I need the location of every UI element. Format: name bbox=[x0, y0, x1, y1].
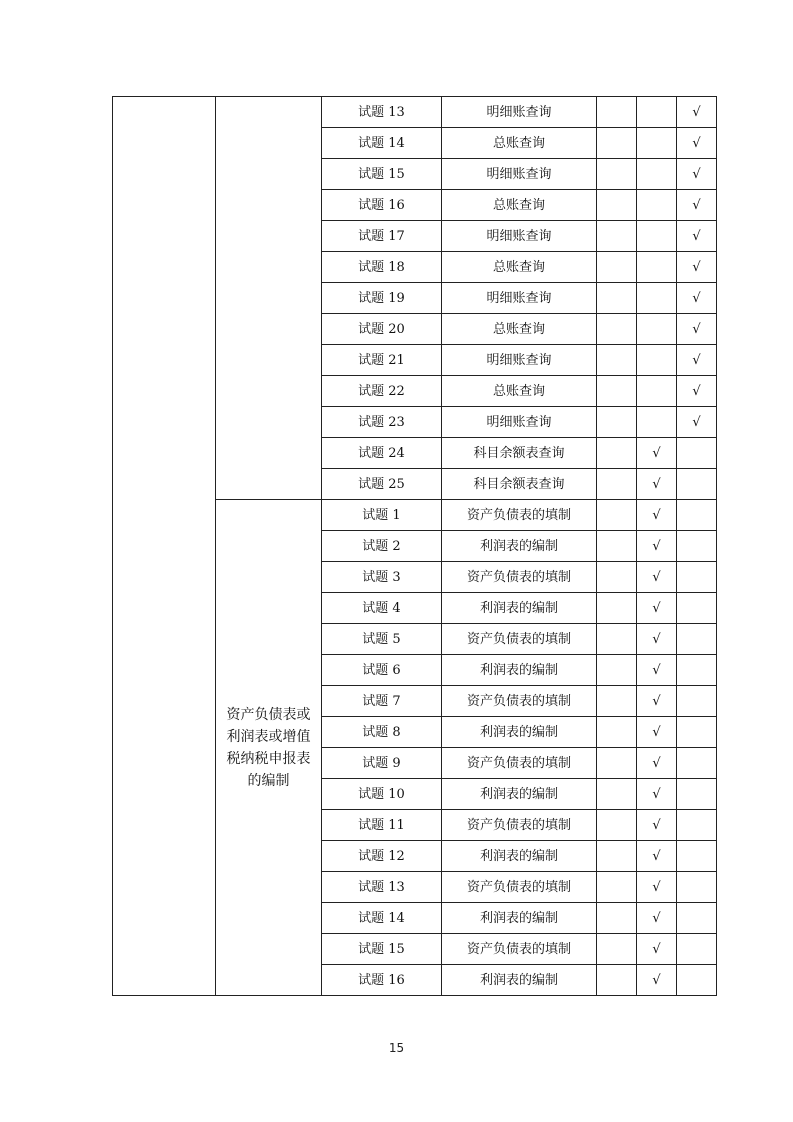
content-cell: 明细账查询 bbox=[442, 97, 597, 128]
item-cell: 试题 14 bbox=[322, 128, 442, 159]
level-col-2-cell bbox=[637, 965, 677, 996]
section-a-cell bbox=[216, 97, 322, 500]
check-mark-icon: √ bbox=[692, 197, 701, 213]
item-cell: 试题 23 bbox=[322, 407, 442, 438]
level-col-2-cell bbox=[637, 500, 677, 531]
item-cell: 试题 10 bbox=[322, 779, 442, 810]
level-col-3-cell bbox=[677, 934, 717, 965]
item-cell: 试题 15 bbox=[322, 934, 442, 965]
level-col-2-cell bbox=[637, 934, 677, 965]
level-col-2-cell bbox=[637, 159, 677, 190]
item-cell: 试题 19 bbox=[322, 283, 442, 314]
level-col-1-cell bbox=[597, 934, 637, 965]
item-cell: 试题 21 bbox=[322, 345, 442, 376]
level-col-3-cell bbox=[677, 407, 717, 438]
level-col-1-cell bbox=[597, 748, 637, 779]
content-cell: 明细账查询 bbox=[442, 159, 597, 190]
level-col-3-cell bbox=[677, 190, 717, 221]
level-col-3-cell bbox=[677, 438, 717, 469]
content-cell: 明细账查询 bbox=[442, 407, 597, 438]
item-cell: 试题 22 bbox=[322, 376, 442, 407]
level-col-2-cell bbox=[637, 314, 677, 345]
assessment-table bbox=[112, 96, 717, 996]
level-col-1-cell bbox=[597, 314, 637, 345]
level-col-3-cell bbox=[677, 686, 717, 717]
content-cell: 利润表的编制 bbox=[442, 903, 597, 934]
check-mark-icon: √ bbox=[692, 135, 701, 151]
level-col-1-cell bbox=[597, 562, 637, 593]
content-cell: 资产负债表的填制 bbox=[442, 686, 597, 717]
item-cell: 试题 17 bbox=[322, 221, 442, 252]
check-mark-icon: √ bbox=[692, 290, 701, 306]
item-cell: 试题 3 bbox=[322, 562, 442, 593]
check-mark-icon: √ bbox=[692, 166, 701, 182]
item-cell: 试题 14 bbox=[322, 903, 442, 934]
level-col-2-cell bbox=[637, 97, 677, 128]
item-cell: 试题 4 bbox=[322, 593, 442, 624]
level-col-2-cell bbox=[637, 562, 677, 593]
item-cell: 试题 12 bbox=[322, 841, 442, 872]
check-mark-icon: √ bbox=[652, 445, 661, 461]
level-col-1-cell bbox=[597, 159, 637, 190]
level-col-3-cell bbox=[677, 283, 717, 314]
level-col-1-cell bbox=[597, 655, 637, 686]
check-mark-icon: √ bbox=[652, 972, 661, 988]
level-col-3-cell bbox=[677, 314, 717, 345]
level-col-2-cell bbox=[637, 841, 677, 872]
level-col-3-cell bbox=[677, 531, 717, 562]
level-col-3-cell bbox=[677, 500, 717, 531]
item-cell: 试题 8 bbox=[322, 717, 442, 748]
content-cell: 资产负债表的填制 bbox=[442, 500, 597, 531]
item-cell: 试题 13 bbox=[322, 872, 442, 903]
level-col-3-cell bbox=[677, 841, 717, 872]
check-mark-icon: √ bbox=[652, 817, 661, 833]
level-col-2-cell bbox=[637, 438, 677, 469]
item-cell: 试题 2 bbox=[322, 531, 442, 562]
content-cell: 明细账查询 bbox=[442, 221, 597, 252]
content-cell: 资产负债表的填制 bbox=[442, 934, 597, 965]
content-cell: 总账查询 bbox=[442, 314, 597, 345]
level-col-3-cell bbox=[677, 159, 717, 190]
content-cell: 总账查询 bbox=[442, 128, 597, 159]
level-col-2-cell bbox=[637, 655, 677, 686]
item-cell: 试题 16 bbox=[322, 965, 442, 996]
level-col-2-cell bbox=[637, 531, 677, 562]
level-col-1-cell bbox=[597, 593, 637, 624]
content-cell: 资产负债表的填制 bbox=[442, 872, 597, 903]
level-col-1-cell bbox=[597, 128, 637, 159]
level-col-1-cell bbox=[597, 252, 637, 283]
check-mark-icon: √ bbox=[692, 352, 701, 368]
level-col-1-cell bbox=[597, 903, 637, 934]
level-col-1-cell bbox=[597, 841, 637, 872]
content-cell: 资产负债表的填制 bbox=[442, 748, 597, 779]
level-col-3-cell bbox=[677, 903, 717, 934]
item-cell: 试题 15 bbox=[322, 159, 442, 190]
level-col-1-cell bbox=[597, 97, 637, 128]
check-mark-icon: √ bbox=[692, 104, 701, 120]
level-col-1-cell bbox=[597, 779, 637, 810]
level-col-2-cell bbox=[637, 779, 677, 810]
level-col-2-cell bbox=[637, 903, 677, 934]
content-cell: 科目余额表查询 bbox=[442, 469, 597, 500]
level-col-2-cell bbox=[637, 128, 677, 159]
level-col-2-cell bbox=[637, 190, 677, 221]
item-cell: 试题 9 bbox=[322, 748, 442, 779]
level-col-3-cell bbox=[677, 593, 717, 624]
level-col-1-cell bbox=[597, 469, 637, 500]
level-col-2-cell bbox=[637, 624, 677, 655]
level-col-2-cell bbox=[637, 872, 677, 903]
level-col-2-cell bbox=[637, 221, 677, 252]
level-col-1-cell bbox=[597, 283, 637, 314]
content-cell: 资产负债表的填制 bbox=[442, 624, 597, 655]
item-cell: 试题 6 bbox=[322, 655, 442, 686]
check-mark-icon: √ bbox=[692, 414, 701, 430]
item-cell: 试题 7 bbox=[322, 686, 442, 717]
content-cell: 利润表的编制 bbox=[442, 717, 597, 748]
item-cell: 试题 13 bbox=[322, 97, 442, 128]
check-mark-icon: √ bbox=[652, 476, 661, 492]
item-cell: 试题 25 bbox=[322, 469, 442, 500]
content-cell: 资产负债表的填制 bbox=[442, 562, 597, 593]
check-mark-icon: √ bbox=[692, 383, 701, 399]
check-mark-icon: √ bbox=[692, 228, 701, 244]
level-col-3-cell bbox=[677, 97, 717, 128]
check-mark-icon: √ bbox=[692, 259, 701, 275]
level-col-3-cell bbox=[677, 562, 717, 593]
level-col-1-cell bbox=[597, 345, 637, 376]
content-cell: 总账查询 bbox=[442, 190, 597, 221]
check-mark-icon: √ bbox=[652, 662, 661, 678]
level-col-1-cell bbox=[597, 407, 637, 438]
level-col-2-cell bbox=[637, 469, 677, 500]
level-col-1-cell bbox=[597, 438, 637, 469]
item-cell: 试题 18 bbox=[322, 252, 442, 283]
content-cell: 总账查询 bbox=[442, 252, 597, 283]
level-col-3-cell bbox=[677, 810, 717, 841]
check-mark-icon: √ bbox=[652, 755, 661, 771]
content-cell: 利润表的编制 bbox=[442, 965, 597, 996]
level-col-1-cell bbox=[597, 531, 637, 562]
level-col-3-cell bbox=[677, 221, 717, 252]
item-cell: 试题 16 bbox=[322, 190, 442, 221]
check-mark-icon: √ bbox=[652, 879, 661, 895]
level-col-3-cell bbox=[677, 624, 717, 655]
level-col-2-cell bbox=[637, 810, 677, 841]
level-col-2-cell bbox=[637, 717, 677, 748]
level-col-3-cell bbox=[677, 345, 717, 376]
content-cell: 利润表的编制 bbox=[442, 655, 597, 686]
content-cell: 明细账查询 bbox=[442, 283, 597, 314]
content-cell: 利润表的编制 bbox=[442, 593, 597, 624]
module-cell bbox=[113, 97, 216, 996]
level-col-3-cell bbox=[677, 469, 717, 500]
check-mark-icon: √ bbox=[652, 941, 661, 957]
content-cell: 明细账查询 bbox=[442, 345, 597, 376]
level-col-1-cell bbox=[597, 376, 637, 407]
check-mark-icon: √ bbox=[692, 321, 701, 337]
content-cell: 科目余额表查询 bbox=[442, 438, 597, 469]
level-col-1-cell bbox=[597, 965, 637, 996]
level-col-1-cell bbox=[597, 717, 637, 748]
item-cell: 试题 11 bbox=[322, 810, 442, 841]
level-col-1-cell bbox=[597, 221, 637, 252]
check-mark-icon: √ bbox=[652, 569, 661, 585]
level-col-2-cell bbox=[637, 283, 677, 314]
section-b-cell: 资产负债表或利润表或增值税纳税申报表的编制 bbox=[216, 500, 322, 996]
content-cell: 利润表的编制 bbox=[442, 841, 597, 872]
content-cell: 资产负债表的填制 bbox=[442, 810, 597, 841]
level-col-2-cell bbox=[637, 686, 677, 717]
level-col-1-cell bbox=[597, 872, 637, 903]
table-body bbox=[113, 97, 717, 996]
check-mark-icon: √ bbox=[652, 786, 661, 802]
level-col-3-cell bbox=[677, 128, 717, 159]
page-number: 15 bbox=[388, 1041, 405, 1055]
level-col-1-cell bbox=[597, 190, 637, 221]
check-mark-icon: √ bbox=[652, 600, 661, 616]
level-col-1-cell bbox=[597, 500, 637, 531]
item-cell: 试题 5 bbox=[322, 624, 442, 655]
item-cell: 试题 1 bbox=[322, 500, 442, 531]
check-mark-icon: √ bbox=[652, 724, 661, 740]
level-col-2-cell bbox=[637, 376, 677, 407]
level-col-2-cell bbox=[637, 252, 677, 283]
level-col-3-cell bbox=[677, 376, 717, 407]
table-row bbox=[113, 97, 717, 128]
content-cell: 利润表的编制 bbox=[442, 531, 597, 562]
level-col-1-cell bbox=[597, 624, 637, 655]
content-cell: 利润表的编制 bbox=[442, 779, 597, 810]
content-cell: 总账查询 bbox=[442, 376, 597, 407]
level-col-3-cell bbox=[677, 252, 717, 283]
check-mark-icon: √ bbox=[652, 631, 661, 647]
level-col-3-cell bbox=[677, 655, 717, 686]
level-col-2-cell bbox=[637, 748, 677, 779]
level-col-3-cell bbox=[677, 717, 717, 748]
level-col-2-cell bbox=[637, 593, 677, 624]
check-mark-icon: √ bbox=[652, 848, 661, 864]
item-cell: 试题 24 bbox=[322, 438, 442, 469]
level-col-1-cell bbox=[597, 810, 637, 841]
level-col-2-cell bbox=[637, 407, 677, 438]
level-col-1-cell bbox=[597, 686, 637, 717]
check-mark-icon: √ bbox=[652, 910, 661, 926]
level-col-3-cell bbox=[677, 779, 717, 810]
level-col-3-cell bbox=[677, 748, 717, 779]
check-mark-icon: √ bbox=[652, 507, 661, 523]
item-cell: 试题 20 bbox=[322, 314, 442, 345]
level-col-3-cell bbox=[677, 965, 717, 996]
level-col-2-cell bbox=[637, 345, 677, 376]
level-col-3-cell bbox=[677, 872, 717, 903]
check-mark-icon: √ bbox=[652, 538, 661, 554]
check-mark-icon: √ bbox=[652, 693, 661, 709]
